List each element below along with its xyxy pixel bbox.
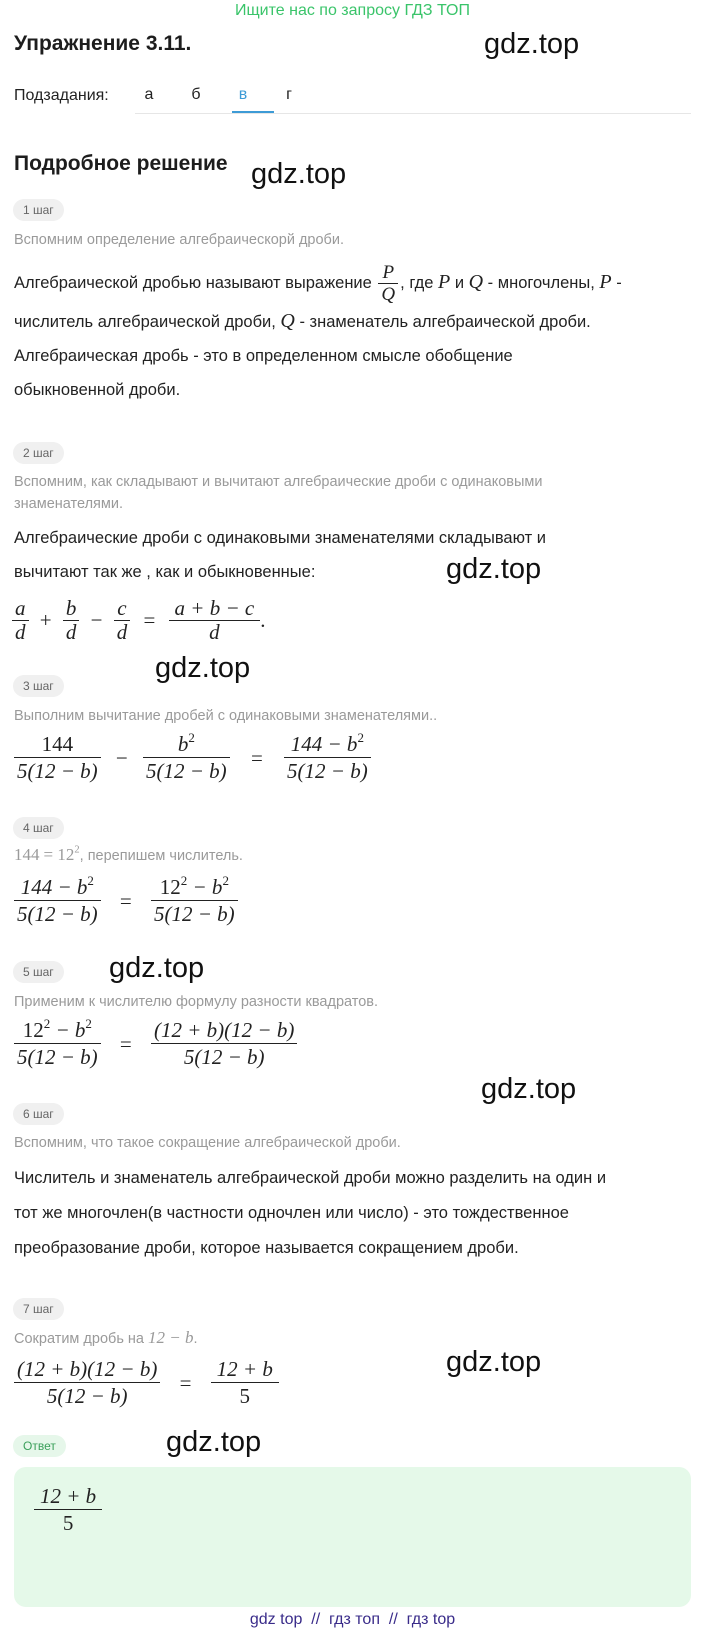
subtask-tab-g[interactable]: г xyxy=(286,86,292,103)
subtask-tab-v[interactable]: в xyxy=(238,86,248,103)
step-4-badge: 4 шаг xyxy=(13,817,64,839)
exponent: 2 xyxy=(222,872,229,888)
answer-box xyxy=(14,1467,691,1607)
step-2-line-2: вычитают так же , как и обыкновенные: xyxy=(14,563,316,581)
step-1-hint: Вспомним определение алгебраическорй дроби. xyxy=(14,232,344,248)
step-5-formula xyxy=(14,1017,297,1070)
watermark: gdz.top xyxy=(446,1346,542,1378)
step-1-line-3: Алгебраическая дробь - это в определенном смысле обобщение xyxy=(14,347,513,365)
text: , где xyxy=(400,273,434,292)
subtask-tab-a[interactable]: а xyxy=(144,86,154,103)
step-4-hint xyxy=(14,844,674,867)
fraction-left xyxy=(14,874,101,927)
denominator: 5(12 − b) xyxy=(14,757,101,784)
step-3-formula xyxy=(14,731,371,784)
step-5-hint: Применим к числителю формулу разности квадратов. xyxy=(14,994,379,1010)
numerator-text: 144 − b xyxy=(20,875,88,899)
equals-sign: = xyxy=(179,1370,192,1395)
math-q: Q xyxy=(468,270,484,293)
footer-links[interactable]: gdz top // гдз топ // гдз top xyxy=(249,1611,456,1628)
step-3-hint: Выполним вычитание дробей с одинаковыми знаменателями.. xyxy=(14,708,438,724)
fraction-left xyxy=(14,1356,160,1409)
fraction-right xyxy=(151,1017,297,1070)
exponent: 2 xyxy=(74,844,80,856)
numerator: P xyxy=(382,262,395,283)
step-7-badge: 7 шаг xyxy=(13,1298,64,1320)
math-12: = 12 xyxy=(43,845,75,864)
numerator: (12 + b)(12 − b) xyxy=(17,1357,158,1381)
numerator: 144 xyxy=(41,732,74,756)
subtasks-label: Подзадания: xyxy=(14,87,109,104)
numerator: 12 + b xyxy=(216,1357,273,1381)
step-1-line-2 xyxy=(14,303,684,340)
step-5-badge: 5 шаг xyxy=(13,961,64,983)
fraction-b-d xyxy=(63,597,80,644)
denominator: 5(12 − b) xyxy=(151,900,238,927)
text: и xyxy=(454,273,465,292)
fraction-right xyxy=(211,1356,279,1409)
exponent: 2 xyxy=(87,872,94,888)
fraction-a-d xyxy=(12,597,29,644)
denominator: d xyxy=(114,620,131,644)
fraction-result xyxy=(284,731,371,784)
num-rest: − b xyxy=(187,875,223,899)
step-3-badge: 3 шаг xyxy=(13,675,64,697)
denominator: 5 xyxy=(34,1509,102,1536)
exponent: 2 xyxy=(85,1015,92,1031)
denominator: 5 xyxy=(211,1382,279,1409)
plus-sign: + xyxy=(39,608,52,632)
step-2-line-1: Алгебраические дроби с одинаковыми знаменателями складывают и xyxy=(14,529,546,547)
exercise-title: Упражнение 3.11. xyxy=(14,32,192,55)
search-banner[interactable]: Ищите нас по запросу ГДЗ ТОП xyxy=(235,2,470,19)
step-6-badge: 6 шаг xyxy=(13,1103,64,1125)
step-1-line-4: обыкновенной дроби. xyxy=(14,381,181,399)
numerator: c xyxy=(117,596,127,620)
answer-badge: Ответ xyxy=(13,1435,66,1457)
denominator: 5(12 − b) xyxy=(151,1043,297,1070)
text: - многочлены, xyxy=(487,273,595,292)
numerator: a + b − c xyxy=(174,596,255,620)
var-b: b xyxy=(177,732,189,756)
denominator: 5(12 − b) xyxy=(14,900,101,927)
fraction-144 xyxy=(14,731,101,784)
math-p: P xyxy=(599,270,612,293)
num-rest: − b xyxy=(50,1018,86,1042)
denominator: d xyxy=(169,620,261,644)
numerator: 12 + b xyxy=(40,1484,97,1508)
fraction-c-d xyxy=(114,597,131,644)
exponent: 2 xyxy=(357,729,364,745)
math-p: P xyxy=(438,270,451,293)
period: . xyxy=(260,608,266,632)
numerator: b xyxy=(65,596,77,620)
fraction-p-over-q xyxy=(378,262,398,305)
minus-sign: − xyxy=(115,745,128,770)
watermark: gdz.top xyxy=(166,1426,262,1458)
step-7-hint xyxy=(14,1327,674,1350)
denominator: d xyxy=(12,620,29,644)
denominator: d xyxy=(63,620,80,644)
fraction-right xyxy=(151,874,238,927)
watermark: gdz.top xyxy=(484,28,580,60)
numerator: a xyxy=(15,596,26,620)
answer-formula xyxy=(34,1483,102,1536)
exponent: 2 xyxy=(43,1015,51,1031)
equals-sign: = xyxy=(143,608,156,632)
step-2-badge: 2 шаг xyxy=(13,442,64,464)
minus-sign: − xyxy=(90,608,103,632)
equals-sign: = xyxy=(250,745,263,770)
denominator: 5(12 − b) xyxy=(143,757,230,784)
num-12: 12 xyxy=(22,1018,44,1042)
answer-fraction xyxy=(34,1483,102,1536)
numerator: (12 + b)(12 − b) xyxy=(154,1018,295,1042)
step-6-line-1: Числитель и знаменатель алгебраической дроби можно разделить на один и xyxy=(14,1169,607,1187)
text: числитель алгебраической дроби, xyxy=(14,313,276,331)
fraction-result xyxy=(169,597,261,644)
watermark: gdz.top xyxy=(155,652,251,684)
exponent: 2 xyxy=(180,872,188,888)
denominator: 5(12 − b) xyxy=(14,1382,160,1409)
numerator-text: 144 − b xyxy=(290,732,358,756)
active-tab-indicator xyxy=(232,111,274,113)
watermark: gdz.top xyxy=(109,952,205,984)
equals-sign: = xyxy=(119,888,132,913)
fraction-b-squared xyxy=(143,731,230,784)
exponent: 2 xyxy=(188,729,195,745)
step-1-badge: 1 шаг xyxy=(13,199,64,221)
watermark: gdz.top xyxy=(251,158,347,190)
step-6-line-3: преобразование дроби, которое называется сокращением дроби. xyxy=(14,1239,519,1257)
period: . xyxy=(193,1331,198,1347)
hint-math: 12 − b xyxy=(148,1328,194,1347)
hint-text: , перепишем числитель. xyxy=(79,848,243,864)
step-2-formula xyxy=(12,597,265,644)
text: - xyxy=(616,273,622,292)
denominator: Q xyxy=(378,283,398,305)
watermark: gdz.top xyxy=(481,1073,577,1105)
watermark: gdz.top xyxy=(446,553,542,585)
text: - знаменатель алгебраической дроби. xyxy=(299,313,591,331)
subtask-tab-b[interactable]: б xyxy=(191,86,201,103)
text: Алгебраической дробью называют выражение xyxy=(14,273,372,292)
step-1-line-1 xyxy=(14,262,684,305)
step-6-hint: Вспомним, что такое сокращение алгебраической дроби. xyxy=(14,1135,401,1151)
step-2-hint: Вспомним, как складывают и вычитают алгебраические дроби с одинаковыми знаменателями. xyxy=(14,474,543,512)
math-q: Q xyxy=(280,310,295,332)
denominator: 5(12 − b) xyxy=(284,757,371,784)
section-title: Подробное решение xyxy=(14,152,228,175)
fraction-left xyxy=(14,1017,101,1070)
tabs-divider xyxy=(135,113,691,114)
hint-text: Сократим дробь на xyxy=(14,1331,144,1347)
denominator: 5(12 − b) xyxy=(14,1043,101,1070)
equals-sign: = xyxy=(119,1031,132,1056)
math-144: 144 xyxy=(14,845,40,864)
step-7-formula xyxy=(14,1356,279,1409)
step-6-line-2: тот же многочлен(в частности одночлен или число) - это тождественное xyxy=(14,1204,569,1222)
step-4-formula xyxy=(14,874,238,927)
num-12: 12 xyxy=(159,875,181,899)
